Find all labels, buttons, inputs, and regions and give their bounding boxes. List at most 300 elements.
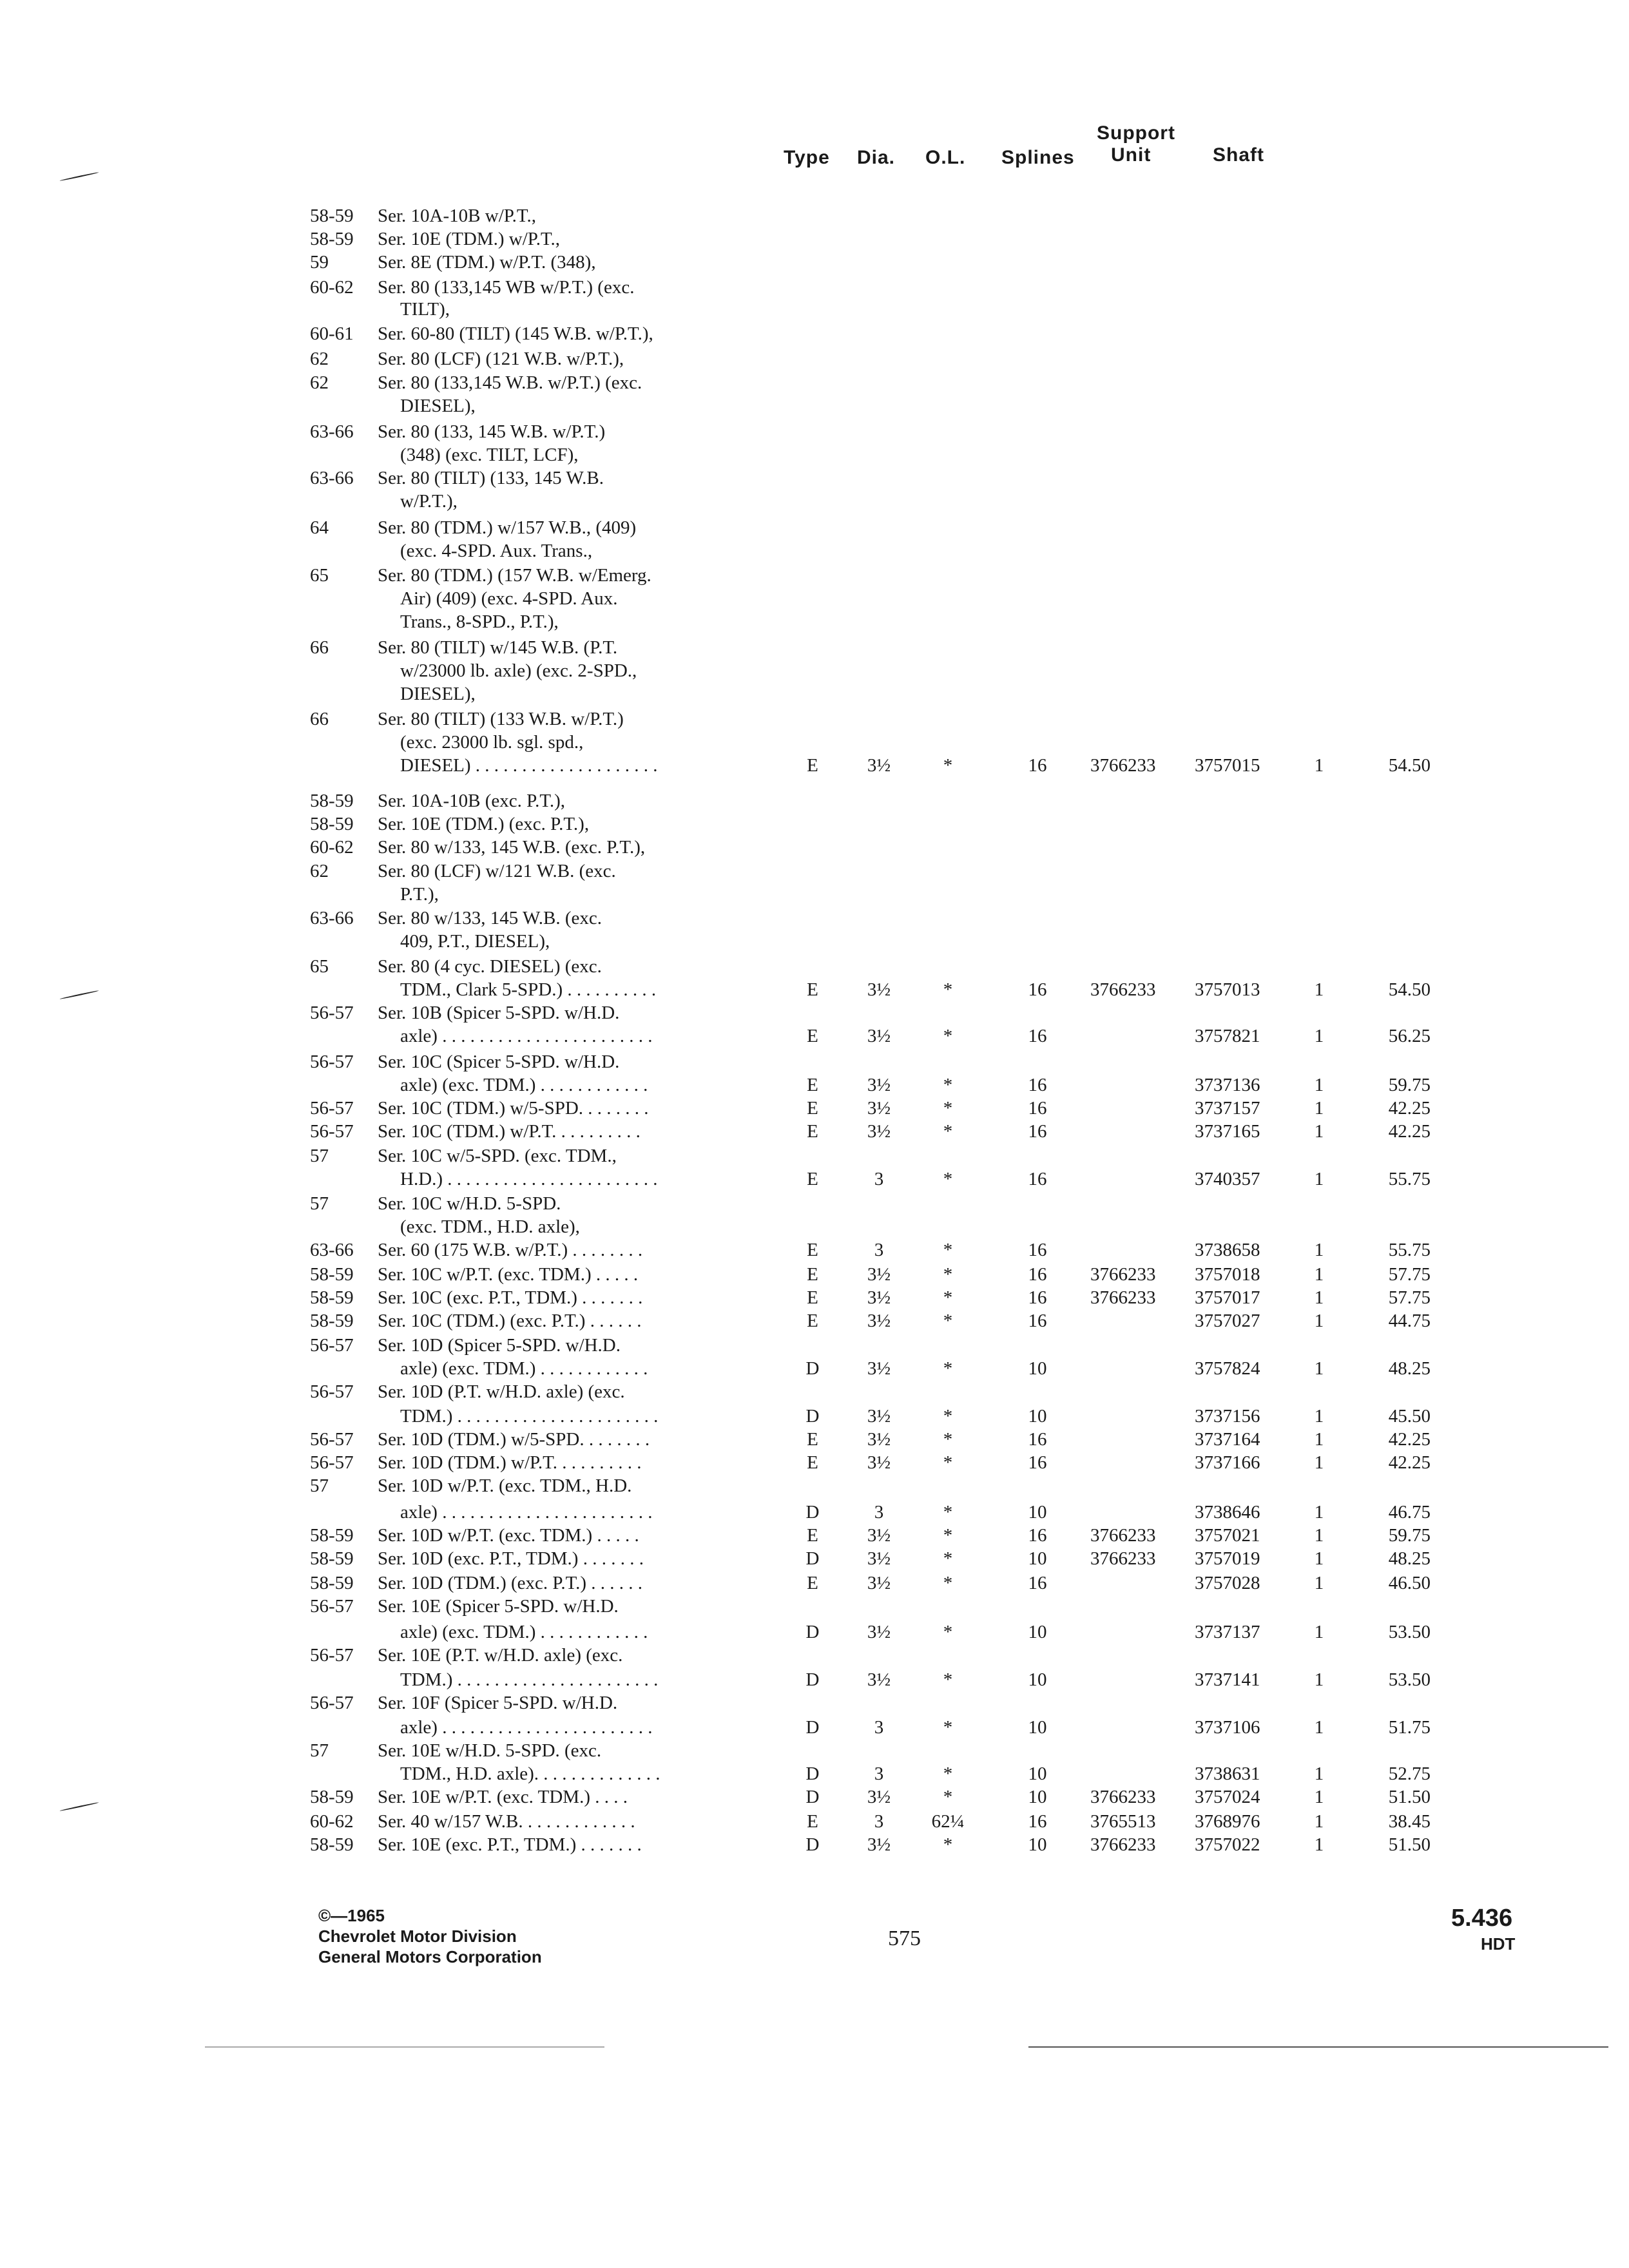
table-row (0, 298, 1629, 321)
model-year: 57 (310, 1475, 329, 1496)
model-year: 58-59 (310, 1787, 354, 1807)
quantity-value: 1 (1314, 1287, 1324, 1308)
quantity-value: 1 (1314, 1717, 1324, 1738)
table-row (0, 1524, 1629, 1547)
table-row (0, 251, 1629, 274)
series-description: Ser. 80 w/133, 145 W.B. (exc. P.T.), (378, 837, 646, 858)
ol-value: * (943, 1763, 953, 1784)
model-year: 58-59 (310, 1573, 354, 1593)
shaft-part-value: 3740357 (1195, 1169, 1260, 1189)
footer-division: Chevrolet Motor Division (318, 1927, 517, 1946)
ol-value: * (943, 1240, 953, 1260)
shaft-part-value: 3757021 (1195, 1525, 1260, 1546)
series-description: Ser. 8E (TDM.) w/P.T. (348), (378, 252, 596, 273)
table-row (0, 1451, 1629, 1474)
shaft-part-value: 3757028 (1195, 1573, 1260, 1593)
dia-value: 3½ (867, 1525, 891, 1546)
series-description: P.T.), (400, 884, 439, 905)
model-year: 60-62 (310, 1811, 354, 1832)
dia-value: 3 (874, 1717, 884, 1738)
price-value: 42.25 (1388, 1121, 1431, 1142)
price-value: 57.75 (1388, 1264, 1431, 1285)
table-row (0, 443, 1629, 466)
model-year: 58-59 (310, 1311, 354, 1331)
dia-value: 3½ (867, 755, 891, 776)
series-description: Ser. 10D (TDM.) (exc. P.T.) . . . . . . (378, 1573, 643, 1593)
table-row (0, 836, 1629, 859)
table-row (0, 1785, 1629, 1809)
type-value: D (805, 1358, 820, 1379)
series-description: DIESEL), (400, 684, 476, 704)
type-value: D (805, 1406, 820, 1427)
model-year: 63-66 (310, 1240, 354, 1260)
model-year: 56-57 (310, 1452, 354, 1473)
series-description: TDM.) . . . . . . . . . . . . . . . . . . . . . . (400, 1406, 659, 1427)
price-value: 42.25 (1388, 1452, 1431, 1473)
model-year: 65 (310, 565, 329, 586)
splines-value: 16 (1028, 1121, 1047, 1142)
shaft-part-value: 3737157 (1195, 1098, 1260, 1119)
model-year: 56-57 (310, 1052, 354, 1072)
series-description: Ser. 10A-10B w/P.T., (378, 206, 536, 226)
splines-value: 16 (1028, 1429, 1047, 1450)
splines-value: 16 (1028, 1525, 1047, 1546)
table-row (0, 1309, 1629, 1332)
dia-value: 3 (874, 1169, 884, 1189)
shaft-part-value: 3768976 (1195, 1811, 1260, 1832)
quantity-value: 1 (1314, 1358, 1324, 1379)
series-description: Ser. 10D (exc. P.T., TDM.) . . . . . . . (378, 1548, 644, 1569)
series-description: axle) (exc. TDM.) . . . . . . . . . . . . (400, 1622, 648, 1642)
series-description: Ser. 10D (TDM.) w/5-SPD. . . . . . . . (378, 1429, 650, 1450)
series-description: Ser. 10D w/P.T. (exc. TDM.) . . . . . (378, 1525, 639, 1546)
dia-value: 3½ (867, 1429, 891, 1450)
model-year: 63-66 (310, 421, 354, 442)
type-value: E (807, 979, 818, 1000)
table-row (0, 1595, 1629, 1618)
table-row (0, 466, 1629, 490)
series-description: Ser. 10C w/P.T. (exc. TDM.) . . . . . (378, 1264, 639, 1285)
table-row (0, 1501, 1629, 1524)
ol-value: * (943, 1429, 953, 1450)
splines-value: 10 (1028, 1669, 1047, 1690)
dia-value: 3½ (867, 1311, 891, 1331)
table-row (0, 930, 1629, 953)
series-description: 409, P.T., DIESEL), (400, 931, 550, 952)
series-description: (exc. 23000 lb. sgl. spd., (400, 732, 584, 753)
quantity-value: 1 (1314, 1311, 1324, 1331)
type-value: D (805, 1502, 820, 1523)
type-value: D (805, 1622, 820, 1642)
model-year: 62 (310, 372, 329, 393)
table-row (0, 1357, 1629, 1380)
series-description: axle) . . . . . . . . . . . . . . . . . . . . . . . (400, 1502, 653, 1523)
splines-value: 10 (1028, 1548, 1047, 1569)
shaft-part-value: 3738631 (1195, 1763, 1260, 1784)
table-row (0, 1097, 1629, 1120)
price-value: 42.25 (1388, 1429, 1431, 1450)
ol-value: * (943, 1406, 953, 1427)
table-row (0, 907, 1629, 930)
table-row (0, 1739, 1629, 1762)
quantity-value: 1 (1314, 1669, 1324, 1690)
model-year: 56-57 (310, 1335, 354, 1356)
dia-value: 3½ (867, 1075, 891, 1095)
ol-value: * (943, 755, 953, 776)
table-row (0, 1644, 1629, 1667)
model-year: 58-59 (310, 1525, 354, 1546)
header-ol: O.L. (925, 147, 966, 168)
series-description: Ser. 10C (TDM.) (exc. P.T.) . . . . . . (378, 1311, 642, 1331)
table-row (0, 1716, 1629, 1739)
type-value: D (805, 1669, 820, 1690)
header-support-bottom: Unit (1111, 144, 1152, 166)
series-description: Ser. 10F (Spicer 5-SPD. w/H.D. (378, 1693, 618, 1713)
table-row (0, 682, 1629, 706)
model-year: 58-59 (310, 1548, 354, 1569)
dia-value: 3½ (867, 1548, 891, 1569)
series-description: Ser. 40 w/157 W.B. . . . . . . . . . . . . (378, 1811, 635, 1832)
series-description: axle) . . . . . . . . . . . . . . . . . . . . . . . (400, 1026, 653, 1046)
shaft-part-value: 3737165 (1195, 1121, 1260, 1142)
series-description: (exc. TDM., H.D. axle), (400, 1216, 580, 1237)
dia-value: 3 (874, 1763, 884, 1784)
shaft-part-value: 3737136 (1195, 1075, 1260, 1095)
model-year: 58-59 (310, 1834, 354, 1855)
quantity-value: 1 (1314, 1075, 1324, 1095)
table-row (0, 1144, 1629, 1168)
type-value: E (807, 1075, 818, 1095)
dia-value: 3 (874, 1811, 884, 1832)
quantity-value: 1 (1314, 1429, 1324, 1450)
table-row (0, 1668, 1629, 1691)
series-description: H.D.) . . . . . . . . . . . . . . . . . . . . . . . (400, 1169, 658, 1189)
series-description: Ser. 10C (TDM.) w/P.T. . . . . . . . . . (378, 1121, 641, 1142)
type-value: E (807, 1525, 818, 1546)
series-description: Ser. 10C w/H.D. 5-SPD. (378, 1193, 561, 1214)
table-row (0, 371, 1629, 394)
table-row (0, 1024, 1629, 1048)
ol-value: * (943, 1622, 953, 1642)
shaft-part-value: 3757013 (1195, 979, 1260, 1000)
price-value: 51.50 (1388, 1787, 1431, 1807)
header-shaft: Shaft (1213, 144, 1264, 166)
shaft-part-value: 3737106 (1195, 1717, 1260, 1738)
series-description: Ser. 10D (Spicer 5-SPD. w/H.D. (378, 1335, 621, 1356)
table-row (0, 636, 1629, 659)
splines-value: 16 (1028, 979, 1047, 1000)
dia-value: 3½ (867, 1121, 891, 1142)
series-description: Ser. 80 (4 cyc. DIESEL) (exc. (378, 956, 602, 977)
shaft-part-value: 3737141 (1195, 1669, 1260, 1690)
model-year: 58-59 (310, 1264, 354, 1285)
type-value: D (805, 1548, 820, 1569)
dia-value: 3½ (867, 1026, 891, 1046)
page-number: 575 (888, 1927, 921, 1950)
table-row (0, 1428, 1629, 1451)
header-type: Type (784, 147, 830, 168)
binder-mark-top (59, 172, 99, 182)
series-description: Ser. 10E w/H.D. 5-SPD. (exc. (378, 1740, 602, 1761)
support-unit-value: 3766233 (1090, 1548, 1156, 1569)
model-year: 60-61 (310, 323, 354, 344)
series-description: Ser. 80 (TDM.) w/157 W.B., (409) (378, 517, 637, 538)
shaft-part-value: 3737156 (1195, 1406, 1260, 1427)
splines-value: 10 (1028, 1622, 1047, 1642)
dia-value: 3½ (867, 1358, 891, 1379)
table-row (0, 1286, 1629, 1309)
price-value: 51.50 (1388, 1834, 1431, 1855)
splines-value: 10 (1028, 1763, 1047, 1784)
shaft-part-value: 3738646 (1195, 1502, 1260, 1523)
shaft-part-value: 3757821 (1195, 1026, 1260, 1046)
model-year: 63-66 (310, 908, 354, 928)
shaft-part-value: 3757018 (1195, 1264, 1260, 1285)
table-row (0, 659, 1629, 682)
dia-value: 3½ (867, 1834, 891, 1855)
price-value: 38.45 (1388, 1811, 1431, 1832)
series-description: (348) (exc. TILT, LCF), (400, 445, 579, 465)
table-row (0, 1001, 1629, 1024)
ol-value: * (943, 1548, 953, 1569)
model-year: 65 (310, 956, 329, 977)
shaft-part-value: 3737164 (1195, 1429, 1260, 1450)
ol-value: * (943, 1502, 953, 1523)
dia-value: 3 (874, 1240, 884, 1260)
table-row (0, 707, 1629, 731)
support-unit-value: 3766233 (1090, 755, 1156, 776)
support-unit-value: 3765513 (1090, 1811, 1156, 1832)
series-description: Ser. 80 (133, 145 W.B. w/P.T.) (378, 421, 606, 442)
dia-value: 3½ (867, 1264, 891, 1285)
splines-value: 16 (1028, 1075, 1047, 1095)
splines-value: 10 (1028, 1717, 1047, 1738)
model-year: 58-59 (310, 206, 354, 226)
series-description: Ser. 80 (TILT) (133, 145 W.B. (378, 468, 604, 488)
quantity-value: 1 (1314, 1525, 1324, 1546)
type-value: E (807, 755, 818, 776)
model-year: 56-57 (310, 1596, 354, 1617)
splines-value: 16 (1028, 1264, 1047, 1285)
series-description: Ser. 80 (TILT) w/145 W.B. (P.T. (378, 637, 618, 658)
footer-corporation: General Motors Corporation (318, 1947, 542, 1966)
ol-value: * (943, 1026, 953, 1046)
table-row (0, 1263, 1629, 1286)
ol-value: * (943, 1121, 953, 1142)
table-row (0, 978, 1629, 1001)
series-description: Ser. 80 (TDM.) (157 W.B. w/Emerg. (378, 565, 651, 586)
series-description: DIESEL) . . . . . . . . . . . . . . . . . . . . (400, 755, 658, 776)
price-value: 54.50 (1388, 979, 1431, 1000)
table-row (0, 564, 1629, 587)
price-value: 56.25 (1388, 1026, 1431, 1046)
ol-value: * (943, 1669, 953, 1690)
series-description: axle) (exc. TDM.) . . . . . . . . . . . . (400, 1358, 648, 1379)
type-value: D (805, 1717, 820, 1738)
splines-value: 10 (1028, 1406, 1047, 1427)
table-row (0, 731, 1629, 754)
series-description: TDM.) . . . . . . . . . . . . . . . . . . . . . . (400, 1669, 659, 1690)
ol-value: * (943, 1452, 953, 1473)
model-year: 63-66 (310, 468, 354, 488)
type-value: E (807, 1311, 818, 1331)
quantity-value: 1 (1314, 1169, 1324, 1189)
splines-value: 16 (1028, 1169, 1047, 1189)
type-value: D (805, 1787, 820, 1807)
type-value: E (807, 1026, 818, 1046)
price-value: 55.75 (1388, 1240, 1431, 1260)
price-value: 46.50 (1388, 1573, 1431, 1593)
table-row (0, 516, 1629, 539)
table-row (0, 1192, 1629, 1215)
bottom-rule-left (205, 2046, 604, 2048)
quantity-value: 1 (1314, 1811, 1324, 1832)
model-year: 56-57 (310, 1003, 354, 1023)
series-description: Ser. 10A-10B (exc. P.T.), (378, 791, 566, 811)
dia-value: 3½ (867, 1406, 891, 1427)
splines-value: 16 (1028, 1811, 1047, 1832)
table-row (0, 1620, 1629, 1644)
dia-value: 3½ (867, 1787, 891, 1807)
series-description: Ser. 10C (exc. P.T., TDM.) . . . . . . . (378, 1287, 643, 1308)
series-description: TDM., Clark 5-SPD.) . . . . . . . . . . (400, 979, 657, 1000)
model-year: 56-57 (310, 1429, 354, 1450)
ol-value: * (943, 1264, 953, 1285)
series-description: Ser. 80 (133,145 W.B. w/P.T.) (exc. (378, 372, 642, 393)
table-row (0, 1050, 1629, 1073)
series-description: (exc. 4-SPD. Aux. Trans., (400, 541, 593, 561)
ol-value: * (943, 1098, 953, 1119)
series-description: Ser. 80 (LCF) w/121 W.B. (exc. (378, 861, 616, 881)
ol-value: * (943, 979, 953, 1000)
ol-value: * (943, 1787, 953, 1807)
series-description: TDM., H.D. axle). . . . . . . . . . . . . . (400, 1763, 660, 1784)
table-row (0, 1571, 1629, 1595)
splines-value: 16 (1028, 1573, 1047, 1593)
quantity-value: 1 (1314, 1622, 1324, 1642)
table-row (0, 1691, 1629, 1715)
series-description: Ser. 10C w/5-SPD. (exc. TDM., (378, 1146, 617, 1166)
ol-value: * (943, 1311, 953, 1331)
dia-value: 3½ (867, 1573, 891, 1593)
model-year: 56-57 (310, 1381, 354, 1402)
price-value: 42.25 (1388, 1098, 1431, 1119)
support-unit-value: 3766233 (1090, 1525, 1156, 1546)
series-description: Ser. 10E (exc. P.T., TDM.) . . . . . . . (378, 1834, 642, 1855)
splines-value: 16 (1028, 1287, 1047, 1308)
table-row (0, 322, 1629, 345)
series-description: Ser. 60 (175 W.B. w/P.T.) . . . . . . . . (378, 1240, 643, 1260)
splines-value: 16 (1028, 1311, 1047, 1331)
section-sub: HDT (1481, 1934, 1516, 1954)
model-year: 58-59 (310, 791, 354, 811)
support-unit-value: 3766233 (1090, 1264, 1156, 1285)
quantity-value: 1 (1314, 755, 1324, 776)
quantity-value: 1 (1314, 1026, 1324, 1046)
dia-value: 3½ (867, 1098, 891, 1119)
dia-value: 3½ (867, 1452, 891, 1473)
price-value: 59.75 (1388, 1525, 1431, 1546)
price-value: 54.50 (1388, 755, 1431, 776)
splines-value: 10 (1028, 1502, 1047, 1523)
series-description: TILT), (400, 299, 450, 320)
quantity-value: 1 (1314, 1121, 1324, 1142)
quantity-value: 1 (1314, 1502, 1324, 1523)
table-row (0, 883, 1629, 906)
series-description: Ser. 10D w/P.T. (exc. TDM., H.D. (378, 1475, 632, 1496)
quantity-value: 1 (1314, 1763, 1324, 1784)
support-unit-value: 3766233 (1090, 1787, 1156, 1807)
model-year: 58-59 (310, 229, 354, 249)
model-year: 58-59 (310, 1287, 354, 1308)
table-row (0, 1215, 1629, 1238)
dia-value: 3½ (867, 1669, 891, 1690)
series-description: Ser. 10E w/P.T. (exc. TDM.) . . . . (378, 1787, 628, 1807)
table-row (0, 394, 1629, 418)
quantity-value: 1 (1314, 1406, 1324, 1427)
table-row (0, 789, 1629, 812)
table-row (0, 1547, 1629, 1570)
model-year: 66 (310, 709, 329, 729)
shaft-part-value: 3757022 (1195, 1834, 1260, 1855)
model-year: 56-57 (310, 1121, 354, 1142)
model-year: 56-57 (310, 1645, 354, 1666)
footer-copyright: ©—1965 (318, 1906, 385, 1925)
price-value: 55.75 (1388, 1169, 1431, 1189)
type-value: E (807, 1169, 818, 1189)
model-year: 64 (310, 517, 329, 538)
table-row (0, 227, 1629, 251)
quantity-value: 1 (1314, 1548, 1324, 1569)
section-number: 5.436 (1451, 1905, 1513, 1932)
splines-value: 10 (1028, 1358, 1047, 1379)
header-splines: Splines (1001, 147, 1075, 168)
type-value: E (807, 1811, 818, 1832)
ol-value: * (943, 1075, 953, 1095)
table-row (0, 1810, 1629, 1833)
series-description: Ser. 10D (TDM.) w/P.T. . . . . . . . . . (378, 1452, 642, 1473)
table-row (0, 587, 1629, 610)
price-value: 48.25 (1388, 1358, 1431, 1379)
model-year: 60-62 (310, 837, 354, 858)
shaft-part-value: 3737137 (1195, 1622, 1260, 1642)
model-year: 56-57 (310, 1098, 354, 1119)
table-row (0, 1073, 1629, 1097)
series-description: w/P.T.), (400, 491, 458, 512)
series-description: axle) . . . . . . . . . . . . . . . . . . . . . . . (400, 1717, 653, 1738)
ol-value: * (943, 1525, 953, 1546)
price-value: 52.75 (1388, 1763, 1431, 1784)
quantity-value: 1 (1314, 1098, 1324, 1119)
type-value: D (805, 1834, 820, 1855)
shaft-part-value: 3757019 (1195, 1548, 1260, 1569)
ol-value: * (943, 1358, 953, 1379)
price-value: 57.75 (1388, 1287, 1431, 1308)
price-value: 48.25 (1388, 1548, 1431, 1569)
series-description: Air) (409) (exc. 4-SPD. Aux. (400, 588, 618, 609)
series-description: Ser. 10D (P.T. w/H.D. axle) (exc. (378, 1381, 625, 1402)
series-description: w/23000 lb. axle) (exc. 2-SPD., (400, 660, 637, 681)
ol-value: 62¼ (931, 1811, 965, 1832)
shaft-part-value: 3757027 (1195, 1311, 1260, 1331)
price-value: 53.50 (1388, 1622, 1431, 1642)
table-row (0, 1238, 1629, 1262)
price-value: 46.75 (1388, 1502, 1431, 1523)
shaft-part-value: 3757017 (1195, 1287, 1260, 1308)
table-row (0, 539, 1629, 562)
quantity-value: 1 (1314, 1787, 1324, 1807)
splines-value: 16 (1028, 1026, 1047, 1046)
